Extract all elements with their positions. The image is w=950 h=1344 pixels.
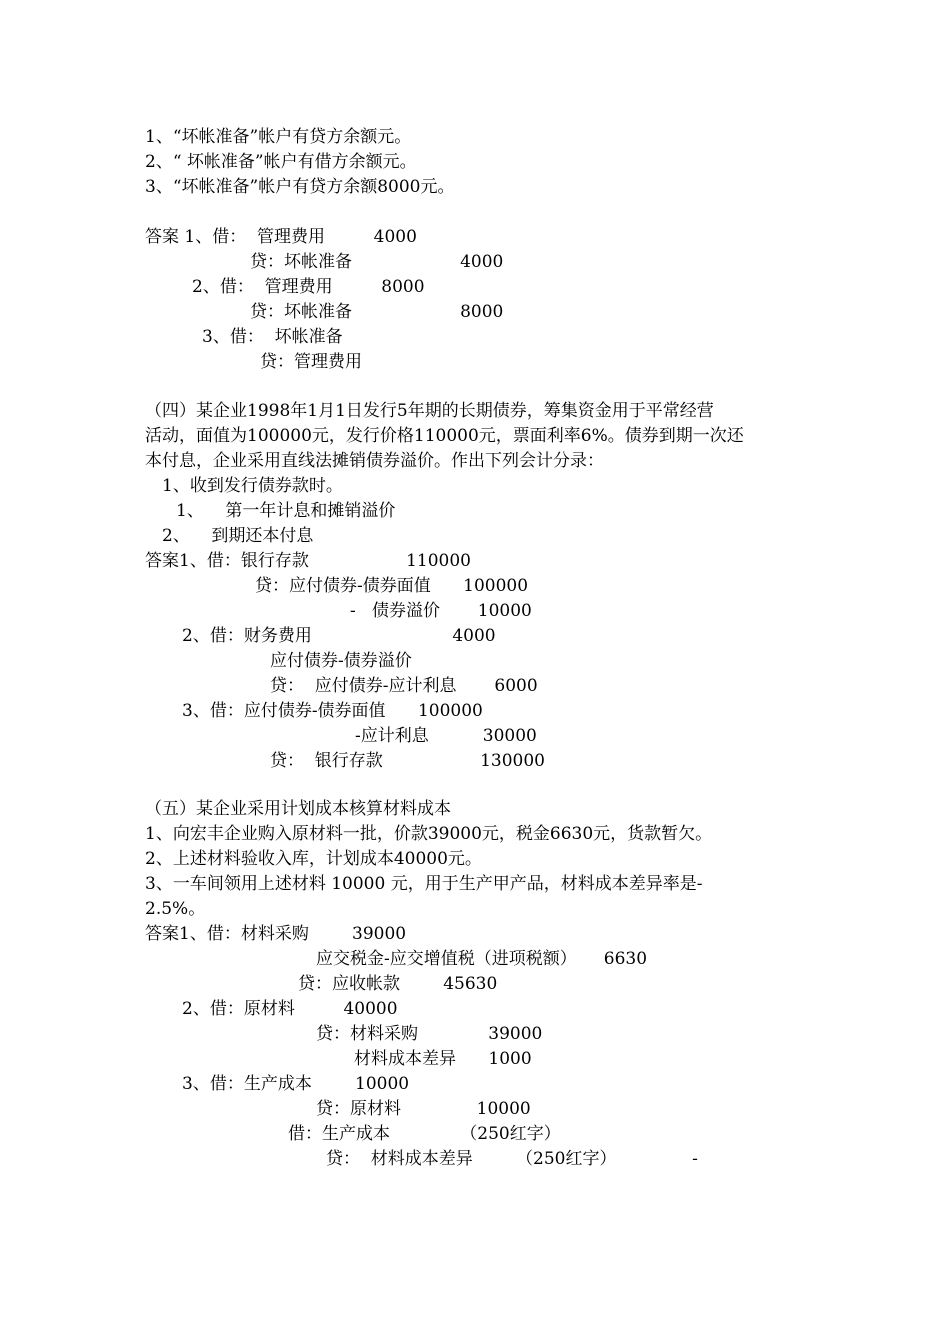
text-line: 2、“ 坏帐准备”帐户有借方余额元。 <box>145 152 417 172</box>
text-line: 3、借：应付债券-债券面值 100000 <box>182 701 483 721</box>
text-line: 贷： 银行存款 130000 <box>270 751 545 771</box>
text-line: 1、收到发行债券款时。 <box>162 476 343 496</box>
text-line: 贷：应付债券-债券面值 100000 <box>255 576 529 596</box>
text-line: 1、 第一年计息和摊销溢价 <box>176 501 396 521</box>
text-line: （四）某企业1998年1月1日发行5年期的长期债券，筹集资金用于平常经营 <box>145 401 714 421</box>
text-line: 3、“坏帐准备”帐户有贷方余额8000元。 <box>145 177 455 197</box>
text-line: -应计利息 30000 <box>355 726 537 746</box>
text-line: 3、一车间领用上述材料 10000 元，用于生产甲产品，材料成本差异率是- <box>145 874 703 894</box>
text-line: 贷：坏帐准备 4000 <box>250 252 504 272</box>
text-line: 2、 到期还本付息 <box>162 526 314 546</box>
text-line: 2、借：原材料 40000 <box>182 999 398 1019</box>
text-line: 2.5%。 <box>145 899 206 919</box>
text-line: 应付债券-债券溢价 <box>270 651 412 671</box>
text-line: 材料成本差异 1000 <box>354 1049 532 1069</box>
text-line: 3、借：生产成本 10000 <box>182 1074 410 1094</box>
text-line: 2、借： 管理费用 8000 <box>192 277 425 297</box>
text-line: 贷：材料采购 39000 <box>316 1024 543 1044</box>
text-line: 贷： 应付债券-应计利息 6000 <box>270 676 538 696</box>
text-line: 活动，面值为100000元，发行价格110000元，票面利率6%。债券到期一次还 <box>145 426 744 446</box>
text-line: 答案1、借：银行存款 110000 <box>145 551 471 571</box>
text-line: 2、上述材料验收入库，计划成本40000元。 <box>145 849 482 869</box>
text-line: 贷：应收帐款 45630 <box>298 974 498 994</box>
text-line: 1、“坏帐准备”帐户有贷方余额元。 <box>145 127 412 147</box>
text-line: 应交税金-应交增值税（进项税额） 6630 <box>316 949 648 969</box>
text-line: 3、借： 坏帐准备 <box>202 327 343 347</box>
text-line: 贷：管理费用 <box>260 352 362 372</box>
text-line: （五）某企业采用计划成本核算材料成本 <box>145 799 451 819</box>
text-line: 本付息，企业采用直线法摊销债券溢价。作出下列会计分录： <box>145 451 604 471</box>
text-line: 贷： 材料成本差异 （250红字） - <box>326 1149 698 1169</box>
text-line: 借：生产成本 （250红字） <box>288 1124 561 1144</box>
text-line: 答案 1、借： 管理费用 4000 <box>145 227 417 247</box>
text-line: - 债券溢价 10000 <box>350 601 532 621</box>
text-line: 1、向宏丰企业购入原材料一批，价款39000元，税金6630元，货款暂欠。 <box>145 824 713 844</box>
text-line: 答案1、借：材料采购 39000 <box>145 924 407 944</box>
text-line: 贷：坏帐准备 8000 <box>250 302 504 322</box>
text-line: 贷：原材料 10000 <box>316 1099 531 1119</box>
text-line: 2、借：财务费用 4000 <box>182 626 496 646</box>
